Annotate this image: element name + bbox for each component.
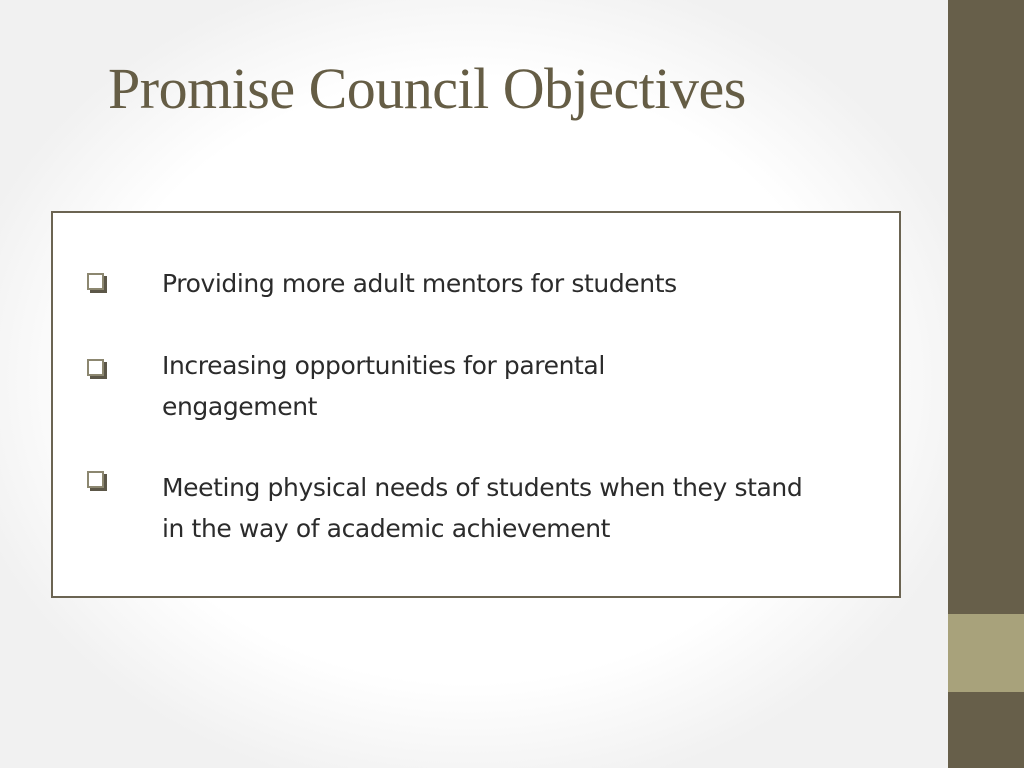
side-accent xyxy=(948,614,1024,692)
objective-text: Providing more adult mentors for students xyxy=(162,269,677,298)
slide-title: Promise Council Objectives xyxy=(108,56,746,121)
objective-text: Meeting physical needs of students when they stand in the way of academic achievement xyxy=(162,473,803,543)
objective-text: Increasing opportunities for parental engagement xyxy=(162,351,605,421)
checkbox-square-icon xyxy=(87,471,109,493)
checkbox-square-icon xyxy=(87,359,109,381)
objectives-box xyxy=(51,211,901,598)
checkbox-square-icon xyxy=(87,273,109,295)
